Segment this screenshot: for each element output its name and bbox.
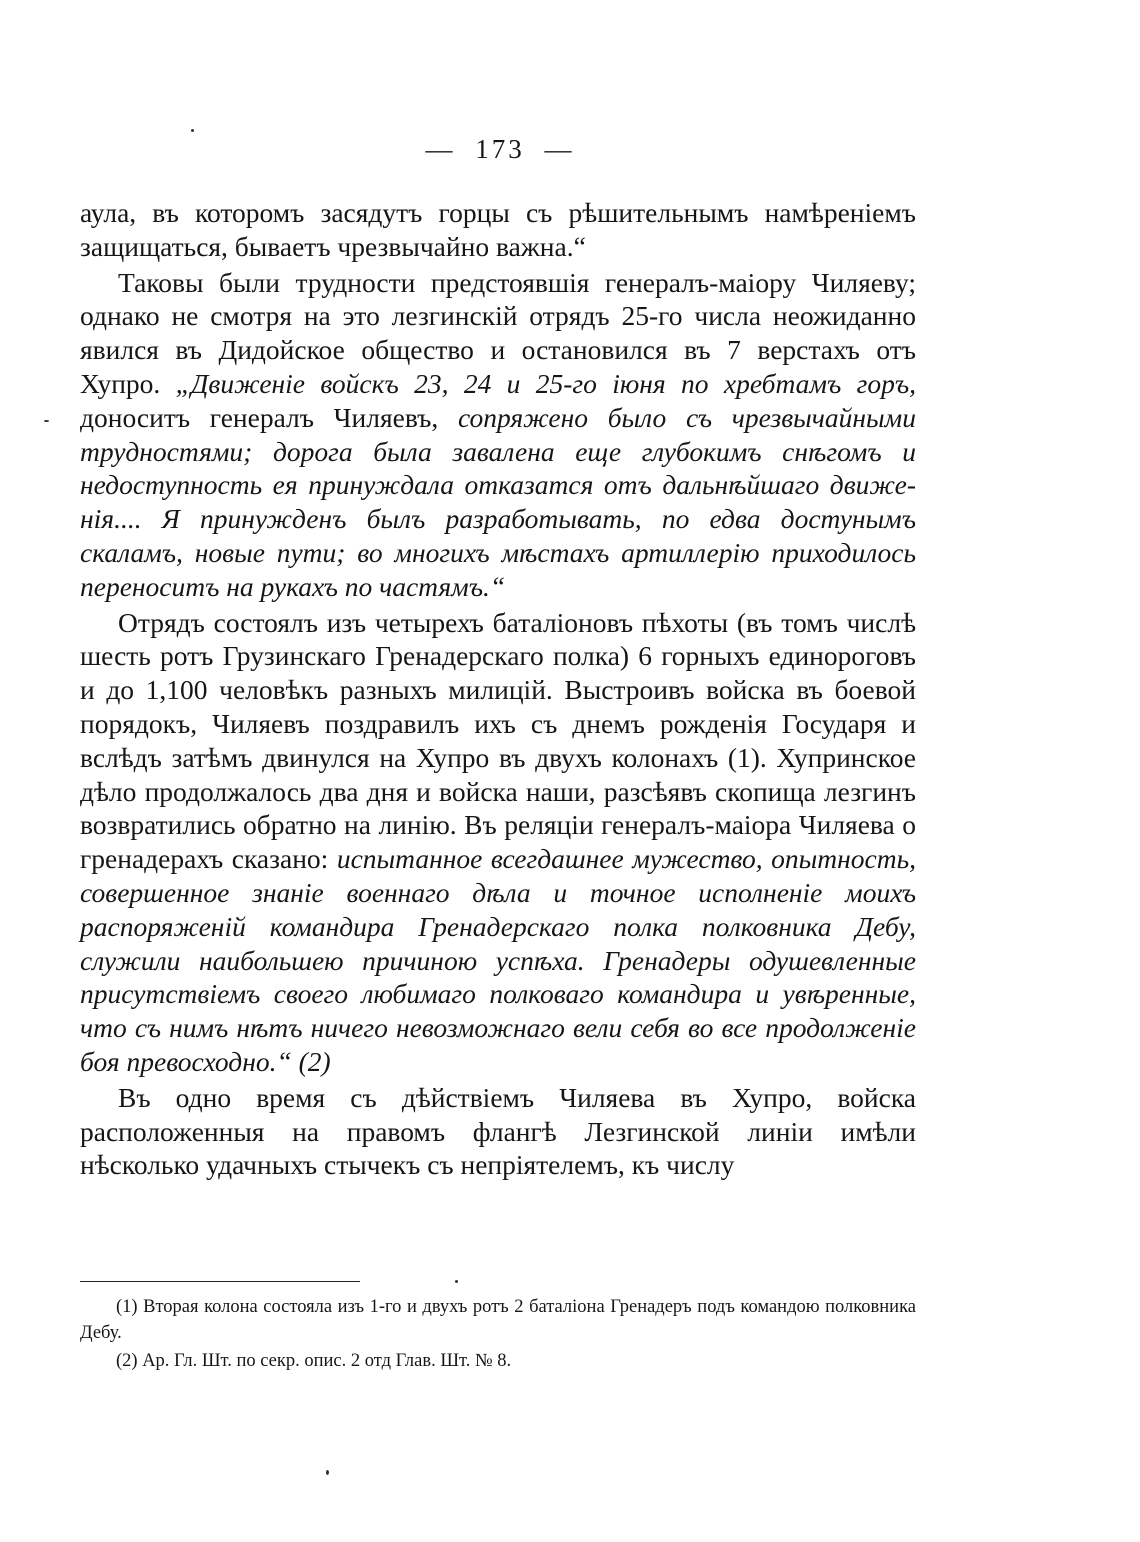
footnote: (2) Ар. Гл. Шт. по секр. опис. 2 отд Глав. Шт. № 8.: [116, 1351, 512, 1371]
paragraph: [80, 606, 916, 1079]
body-text: [80, 196, 916, 1182]
print-speck: [44, 420, 49, 422]
footnotes: [80, 1294, 916, 1374]
page-number: 173: [475, 134, 525, 164]
paragraph: [80, 1081, 916, 1182]
footnote-separator: [80, 1281, 360, 1282]
header-dash-left: —: [425, 134, 456, 164]
print-speck: [455, 1280, 458, 1283]
footnote: (1) Вторая колона состояла изъ 1-го и двухъ ротъ 2 баталіона Гренадеръ подъ командою полковника Дебу.: [80, 1297, 916, 1343]
italic-text-run: сопряжено было съ чрезвычайными трудностями; дорога была завалена еще глубокимъ снѣгомъ и недоступность ея принуждала отказатся отъ дальнѣйшаго движенія.... Я принужденъ былъ разработывать, по едва достунымъ скаламъ, новые пути; во многихъ мѣстахъ артиллерію приходилось переноситъ на рукахъ по частямъ.“: [80, 401, 916, 602]
text-run: доноситъ генералъ Чиляевъ,: [80, 401, 458, 433]
page-header: [0, 134, 1000, 165]
print-speck: [191, 129, 194, 132]
paragraph: [80, 196, 916, 264]
text-run: Отрядъ состоялъ изъ четырехъ баталіоновъ пѣхоты (въ томъ числѣ шесть ротъ Грузинскаго Гренадерскаго полка) 6 горныхъ единороговъ и до 1,100 человѣкъ разныхъ милицій. Выстроивъ войска въ боевой порядокъ, Чиляевъ поздравилъ ихъ съ днемъ рожденія Государя и вслѣдъ затѣмъ двинулся на Хупро въ двухъ колонахъ (1). Хупринское дѣло продолжалось два дня и войска наши, разсѣявъ скопища лезгинъ возвратились обратно на линію. Въ реляціи генералъ-маіора Чиляева о гренадерахъ сказано:: [80, 606, 916, 875]
italic-text-run: испытанное всегдашнее мужество, опытность, совершенное знаніе военнаго дѣла и точное исполненіе моихъ распоряженій командира Гренадерскаго полка полковника Дебу, служили наибольшею причиною успѣха. Гренадеры одушевленные присутствіемъ своего любимаго полковаго командира и увѣренные, что съ нимъ нѣтъ ничего невозможнаго вели себя во все продолженіе боя превосходно.“ (2): [80, 843, 916, 1077]
paragraph: [80, 266, 916, 604]
italic-text-run: „Движеніе войскъ 23, 24 и 25-го іюня по хребтамъ горъ,: [175, 367, 916, 399]
text-run: аула, въ которомъ засядутъ горцы съ рѣшительнымъ намѣреніемъ защищаться, бываетъ чрезвычайно важна.“: [80, 197, 916, 262]
text-run: Въ одно время съ дѣйствіемъ Чиляева въ Хупро, войска расположенныя на правомъ флангѣ Лезгинской линіи имѣли нѣсколько удачныхъ стычекъ съ непріятелемъ, къ числу: [80, 1081, 916, 1181]
print-speck: [326, 1470, 329, 1475]
text-run: Таковы были трудности предстоявшія генералъ-маіору Чиляеву; однако не смотря на это лезгинскій отрядъ 25-го числа неожиданно явился въ Дидойское общество и остановился въ 7 верстахъ отъ Хупро.: [80, 266, 916, 399]
header-dash-right: —: [544, 134, 575, 164]
